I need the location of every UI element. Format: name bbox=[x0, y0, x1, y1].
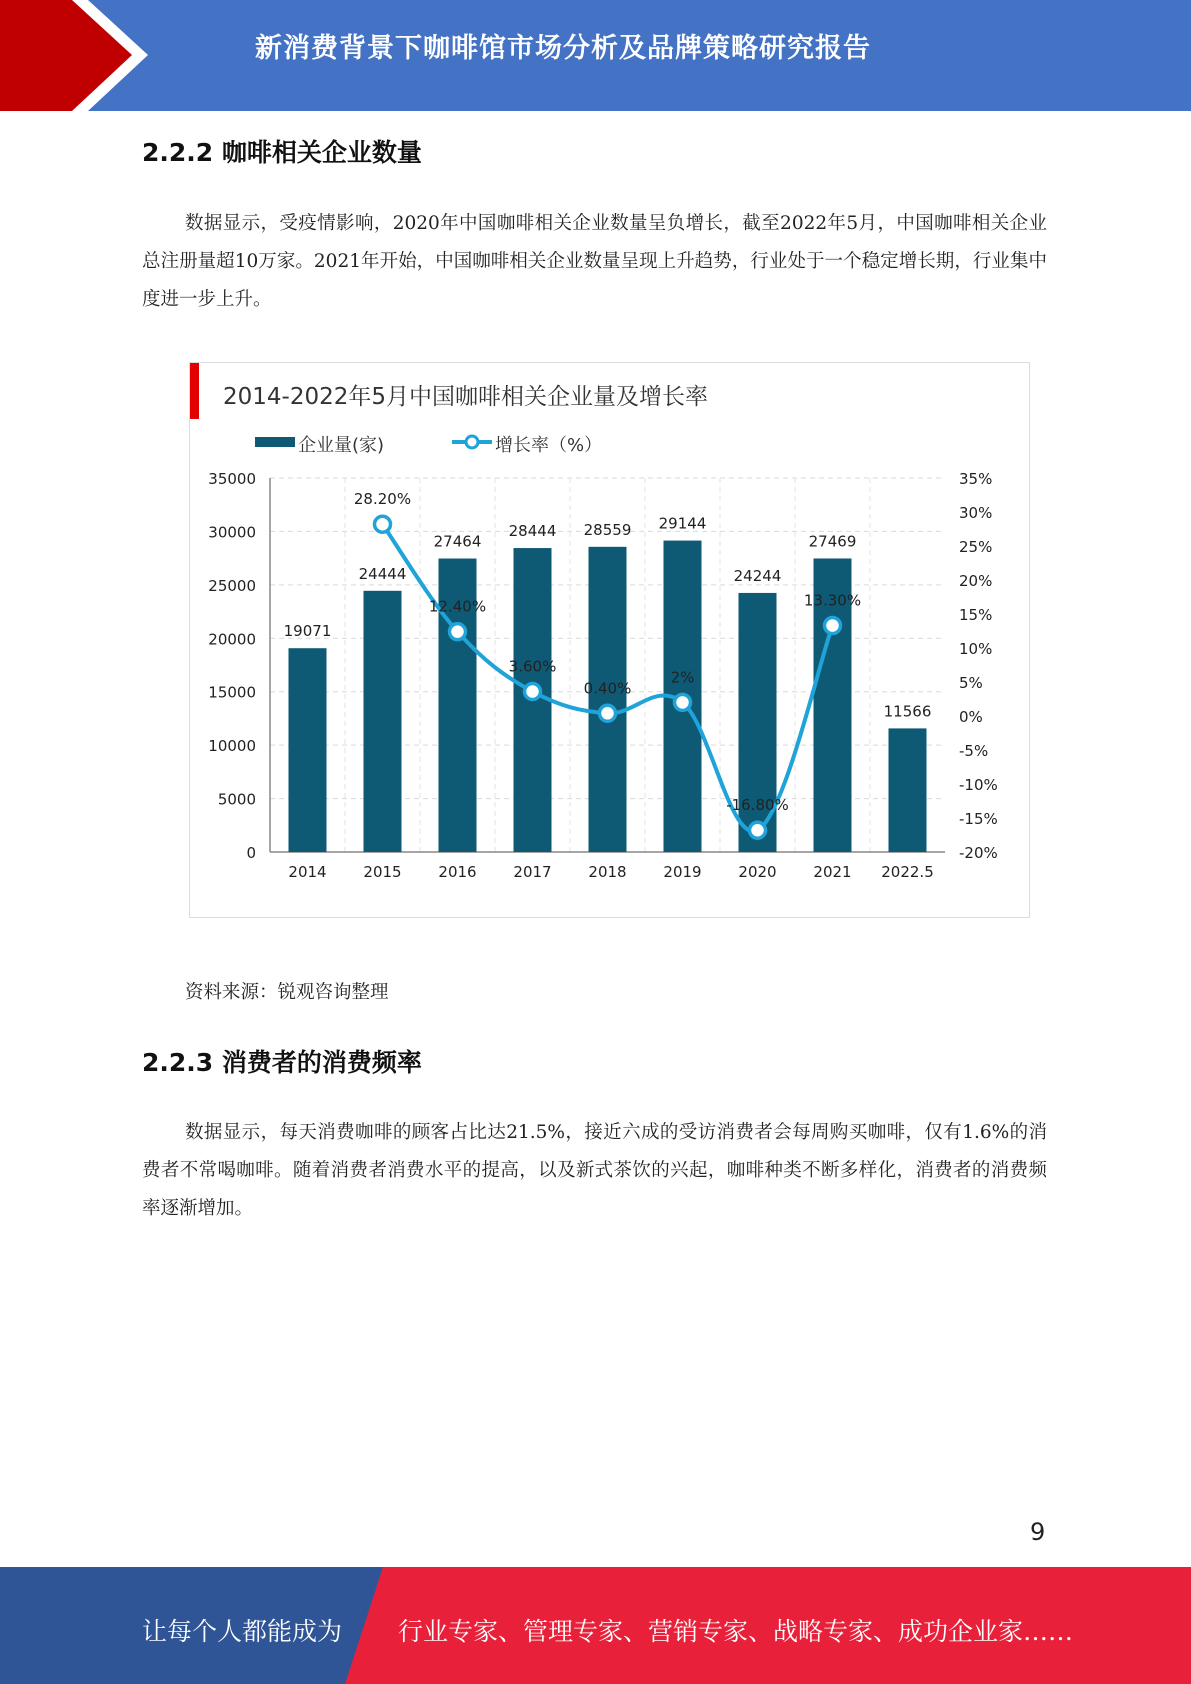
bar-value-label: 28444 bbox=[508, 522, 557, 541]
y-right-tick-label: -15% bbox=[959, 810, 998, 828]
x-tick-label: 2014 bbox=[288, 863, 327, 881]
growth-point-2020 bbox=[750, 822, 766, 838]
bar-2014 bbox=[289, 648, 327, 852]
y-right-tick-label: -5% bbox=[959, 742, 989, 760]
y-left-tick-label: 35000 bbox=[208, 470, 256, 488]
growth-point-2015 bbox=[375, 516, 391, 532]
x-tick-label: 2021 bbox=[813, 863, 852, 881]
chart-canvas bbox=[190, 363, 1029, 917]
bar-value-label: 11566 bbox=[883, 702, 932, 721]
chart-accent-bar bbox=[190, 363, 199, 419]
enterprise-count-chart bbox=[189, 362, 1030, 918]
y-left-tick-label: 0 bbox=[246, 844, 256, 862]
bar-value-label: 24444 bbox=[358, 564, 407, 583]
y-right-tick-label: 20% bbox=[959, 572, 993, 590]
growth-value-label: -16.80% bbox=[726, 796, 789, 815]
x-tick-label: 2019 bbox=[663, 863, 702, 881]
section-title-consumption-frequency: 2.2.3 消费者的消费频率 bbox=[142, 1048, 422, 1077]
growth-value-label: 3.60% bbox=[508, 657, 557, 676]
x-tick-label: 2018 bbox=[588, 863, 627, 881]
y-left-tick-label: 20000 bbox=[208, 630, 256, 649]
section-title-enterprise-count: 2.2.2 咖啡相关企业数量 bbox=[142, 138, 422, 167]
legend-line-marker bbox=[466, 436, 478, 448]
source-note: 资料来源：锐观咨询整理 bbox=[185, 982, 389, 1003]
footer-slogan-left: 让每个人都能成为 bbox=[142, 1617, 343, 1646]
y-right-tick-label: 5% bbox=[959, 674, 983, 692]
x-tick-label: 2020 bbox=[738, 863, 777, 881]
x-tick-label: 2022.5 bbox=[881, 863, 934, 881]
section-paragraph-consumption-frequency: 数据显示，每天消费咖啡的顾客占比达21.5%，接近六成的受访消费者会每周购买咖啡，仅有1.6%的消费者不常喝咖啡。随着消费者消费水平的提高，以及新式茶饮的兴起，咖啡种类不断多样化，消费者的消费频率逐渐增加。 bbox=[142, 1122, 1047, 1219]
y-right-tick-label: 25% bbox=[959, 538, 993, 556]
x-tick-label: 2015 bbox=[363, 863, 402, 881]
bar-value-label: 29144 bbox=[658, 514, 707, 533]
x-tick-label: 2017 bbox=[513, 863, 552, 881]
growth-value-label: 28.20% bbox=[353, 490, 412, 509]
y-left-tick-label: 25000 bbox=[208, 576, 256, 595]
bar-value-label: 28559 bbox=[583, 520, 632, 539]
y-left-tick-label: 30000 bbox=[208, 523, 256, 542]
page-header bbox=[0, 0, 1191, 111]
growth-point-2021 bbox=[825, 618, 841, 634]
bar-2015 bbox=[364, 591, 402, 852]
report-title: 新消费背景下咖啡馆市场分析及品牌策略研究报告 bbox=[255, 33, 871, 64]
y-left-tick-label: 15000 bbox=[208, 683, 256, 702]
x-tick-label: 2016 bbox=[438, 863, 477, 881]
legend-bar-swatch bbox=[255, 437, 295, 447]
bar-value-label: 27464 bbox=[433, 532, 482, 551]
growth-value-label: 12.40% bbox=[428, 597, 487, 616]
legend-bar-label: 企业量(家) bbox=[298, 435, 385, 456]
y-right-tick-label: 30% bbox=[959, 504, 993, 522]
chart-legend bbox=[255, 435, 602, 456]
y-right-tick-label: 0% bbox=[959, 708, 983, 726]
chart-title: 2014-2022年5月中国咖啡相关企业量及增长率 bbox=[223, 384, 708, 410]
y-right-tick-label: -10% bbox=[959, 776, 998, 794]
bar-2018 bbox=[589, 547, 627, 852]
legend-line-label: 增长率（%） bbox=[495, 435, 603, 456]
bar-value-label: 19071 bbox=[283, 622, 332, 641]
page-number: 9 bbox=[1030, 1518, 1046, 1546]
y-right-tick-label: 15% bbox=[959, 606, 993, 624]
y-left-tick-label: 5000 bbox=[217, 790, 256, 809]
growth-value-label: 0.40% bbox=[583, 679, 632, 698]
bar-value-label: 24244 bbox=[733, 566, 782, 585]
y-right-tick-label: 35% bbox=[959, 470, 993, 488]
y-right-tick-label: 10% bbox=[959, 640, 993, 658]
section-paragraph-enterprise-count: 数据显示，受疫情影响，2020年中国咖啡相关企业数量呈负增长，截至2022年5月，中国咖啡相关企业总注册量超10万家。2021年开始，中国咖啡相关企业数量呈现上升趋势，行业处于一个稳定增长期，行业集中度进一步上升。 bbox=[142, 213, 1047, 310]
growth-value-label: 2% bbox=[670, 668, 695, 687]
growth-point-2018 bbox=[600, 705, 616, 721]
growth-point-2016 bbox=[450, 624, 466, 640]
growth-point-2017 bbox=[525, 684, 541, 700]
bar-value-label: 27469 bbox=[808, 532, 857, 551]
growth-value-label: 13.30% bbox=[803, 591, 862, 610]
footer-slogan-right: 行业专家、管理专家、营销专家、战略专家、成功企业家…… bbox=[398, 1617, 1074, 1646]
bar-2022.5 bbox=[889, 728, 927, 852]
growth-point-2019 bbox=[675, 694, 691, 710]
y-left-tick-label: 10000 bbox=[208, 737, 256, 756]
y-right-tick-label: -20% bbox=[959, 844, 998, 862]
